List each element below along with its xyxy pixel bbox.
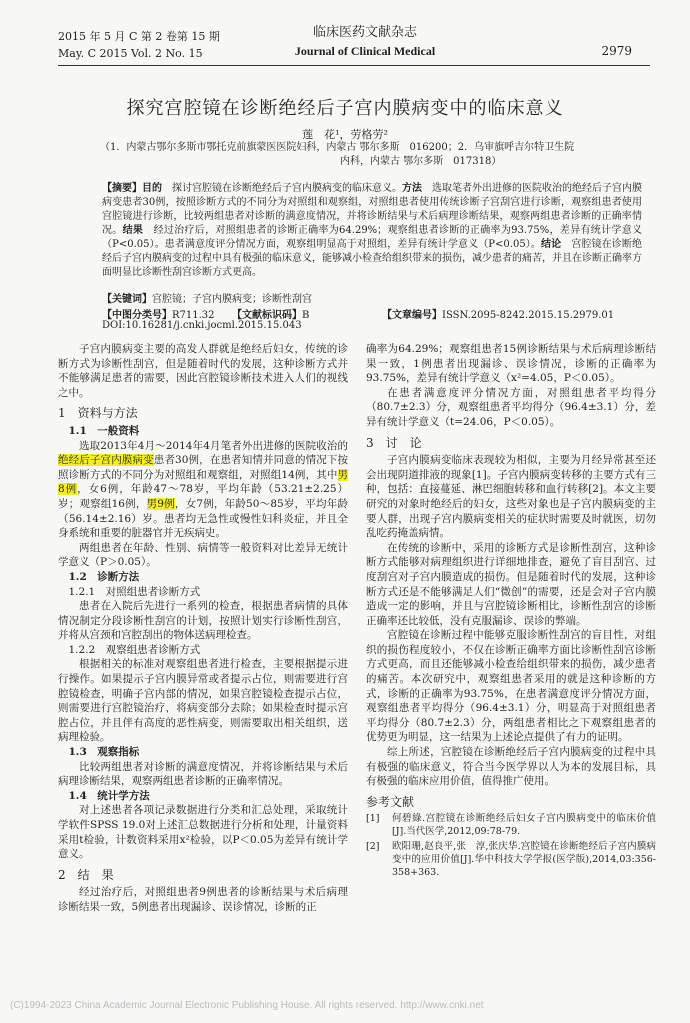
reference-item bbox=[366, 812, 656, 838]
issue-info bbox=[58, 28, 220, 62]
paragraph: 宫腔镜在诊断过程中能够克服诊断性刮宫的盲目性，对组织的损伤程度较小，不仅在诊断正确率方面比诊断性刮宫诊断方式更高，而且还能够减小检查给组织带来的损伤，减少患者的痛苦。本次研究中，观察组患者采用的就是这种诊断的方式，诊断的正确率为93.75%，在患者满意度评分情况方面，观察组患者平均得分（96.4±3.1）分，明显高于对照组患者平均得分（80.7±2.3）分，两组患者相比之下观察组患者的优势更为明显，这一结果为上述论点提供了有力的证明。 bbox=[366, 629, 656, 744]
subsection-heading: 1.3 观察指标 bbox=[68, 746, 140, 759]
journal-name-en: Journal of Clinical Medical bbox=[294, 44, 436, 58]
affiliation-line: 内科，内蒙古 鄂尔多斯 017318） bbox=[340, 156, 502, 167]
section-heading: 2 结 果 bbox=[58, 867, 114, 882]
methods-text: 选取笔者外出进修的医院收治的绝经后子宫内膜病变患者30例，按照诊断方式的不同分为对照组和观察组，对照组患者使用传统诊断子宫刮宫进行诊断，观察组患者使用宫腔镜进行诊断，比较两组患者对诊断的满意度情况，并将诊断结果与术后病理诊断结果，观察两组患者诊断的正确率情况。 bbox=[102, 183, 642, 236]
text-run: 患者30例，在患者知情并同意的情况下按照诊断方式的不同分为对照组和观察组，对照组14例，其中 bbox=[58, 454, 348, 481]
article-id-label: 【文章编号】 bbox=[382, 310, 442, 321]
paragraph: 经过治疗后，对照组患者9例患者的诊断结果与术后病理诊断结果一致，5例患者出现漏诊、误诊情况，诊断的正 bbox=[58, 886, 348, 913]
article-id-value: ISSN.2095-8242.2015.15.2979.01 bbox=[442, 310, 615, 321]
objective-text: 探讨宫腔镜在诊断绝经后子宫内膜病变的临床意义。 bbox=[172, 183, 402, 194]
subsection-heading: 1.2 诊断方法 bbox=[68, 570, 140, 583]
subsection-heading: 1.4 统计学方法 bbox=[68, 789, 150, 802]
paragraph: 对上述患者各项记录数据进行分类和汇总处理，采取统计学软件SPSS 19.0对上述汇总数据进行分析和处理，计量资料采用t检验，计数资料采用x²检验，以P＜0.05为差异有统计学意义。 bbox=[58, 804, 348, 861]
references-heading: 参考文献 bbox=[366, 794, 415, 809]
subsection-heading: 1.1 一般资料 bbox=[68, 424, 140, 437]
paragraph: 子宫内膜病变临床表现较为相似，主要为月经异常甚至还会出现阴道排液的现象[1]。子宫内膜病变转移的主要方式有三种，包括：直接蔓延、淋巴细胞转移和血行转移[2]。本文主要研究的对象时绝经后的妇女，这些对象也是子宫内膜病变的主要人群，出现子宫内膜病变相关的症状时需要及时就医，切勿乱吃药掩盖病情。 bbox=[366, 454, 656, 540]
abstract bbox=[102, 182, 642, 280]
authors: 莲 花¹，劳格劳² bbox=[302, 128, 388, 141]
doi: DOI:10.16281/j.cnki.jocml.2015.15.043 bbox=[102, 320, 302, 331]
section-heading: 1 资料与方法 bbox=[58, 406, 138, 421]
issue-info-cn: 2015 年 5 月 C 第 2 卷第 15 期 bbox=[58, 30, 220, 43]
clc-label: 【中图分类号】 bbox=[102, 310, 172, 321]
reference-text: 欧阳珊,赵良平,张 淳,张庆华.宫腔镜在诊断绝经后子宫内膜病变中的应用价值[J].华中科技大学学报(医学版),2014,03:356-358+363. bbox=[392, 841, 656, 879]
methods-label: 方法 bbox=[402, 183, 422, 194]
affiliation-line: （1．内蒙古鄂尔多斯市鄂托克前旗蒙医医院妇科，内蒙古 鄂尔多斯 016200；2．乌审旗呼吉尔特卫生院 bbox=[100, 142, 575, 153]
header-rule bbox=[58, 65, 650, 66]
code-label: 【文献标识码】 bbox=[232, 310, 302, 321]
text-run: ，女6例，年龄47～78岁，平均年龄（53.21±2.25）岁；观察组16例， bbox=[58, 483, 348, 510]
intro-paragraph: 子宫内膜病变主要的高发人群就是绝经后妇女，传统的诊断方式为诊断性刮宫，但是随着时代的发展，这种诊断方式并不能够满足患者的需要，因此宫腔镜诊断技术进入人们的视线之中。 bbox=[58, 343, 348, 399]
reference-text: 何碧綠.宫腔镜在诊断绝经后妇女子宫内膜病变中的临床价值[J].当代医学,2012,09:78-79. bbox=[392, 813, 656, 838]
objective-label: 目的 bbox=[142, 183, 162, 194]
highlighted-text: 男8例 bbox=[58, 468, 348, 496]
paragraph: 在传统的诊断中，采用的诊断方式是诊断性刮宫，这种诊断方式能够对病理组织进行详细地排查，避免了盲目刮宫、过度刮宫对子宫内膜造成的损伤。但是随着时代的发展，这种诊断方式还是不能够满足人们“微创”的需要，还是会对子宫内膜造成一定的影响，并且与宫腔镜诊断相比，诊断性刮宫的诊断正确率还比较低，没有克服漏诊、误诊的弊端。 bbox=[366, 541, 656, 627]
reference-item bbox=[366, 840, 656, 879]
conclusion-text: 宫腔镜在诊断绝经后子宫内膜病变的过程中具有极强的临床意义，能够减小检查给组织带来的损伤，减少患者的痛苦，并且在诊断正确率方面明显比诊断性刮宫诊断方式更高。 bbox=[102, 239, 642, 278]
article-title: 探究宫腔镜在诊断绝经后子宫内膜病变中的临床意义 bbox=[126, 98, 564, 119]
paragraph: 比较两组患者对诊断的满意度情况，并将诊断结果与术后病理诊断结果，观察两组患者诊断的正确率情况。 bbox=[58, 760, 348, 788]
text-run: ，女7例，年龄50～85岁，平均年龄（56.14±2.16）岁。患者均无急性或慢性妇科炎症，并且全身系统和重要的脏器官并无疾病史。 bbox=[58, 497, 348, 540]
right-column bbox=[366, 342, 656, 881]
conclusion-label: 结论 bbox=[541, 239, 562, 250]
abstract-label: 【摘要】 bbox=[102, 183, 142, 194]
results-label: 结果 bbox=[122, 225, 144, 236]
classification-line bbox=[102, 306, 662, 321]
results-text: 经过治疗后，对照组患者的诊断正确率为64.29%；观察组患者诊断的正确率为93.75%，差异有统计学意义（P<0.05）。患者满意度评分情况方面，观察组明显高于对照组，差异有统计学意义（P<0.05）。 bbox=[102, 225, 643, 250]
reference-number: [1] bbox=[366, 813, 380, 825]
paragraph: 两组患者在年龄、性别、病情等一般资料对比差异无统计学意义（P＞0.05）。 bbox=[58, 541, 348, 569]
reference-list bbox=[366, 812, 656, 879]
text-run: 选取2013年4月～2014年4月笔者外出进修的医院收治的 bbox=[79, 439, 348, 452]
journal-name bbox=[280, 24, 450, 60]
keywords bbox=[102, 290, 642, 305]
section-heading: 3 讨 论 bbox=[366, 435, 422, 450]
issue-info-en: May. C 2015 Vol. 2 No. 15 bbox=[58, 47, 203, 60]
keywords-label: 【关键词】 bbox=[102, 294, 152, 305]
affiliations bbox=[100, 141, 660, 169]
journal-name-cn: 临床医药文献杂志 bbox=[312, 25, 417, 40]
paragraph bbox=[58, 439, 348, 541]
page-number: 2979 bbox=[601, 44, 632, 58]
paragraph: 根据相关的标准对观察组患者进行检查，主要根据提示进行操作。如果提示子宫内膜异常或者提示占位，则需要进行宫腔镜检查，明确子宫内部的情况，如果宫腔镜检查提示占位，则需要进行宫腔镜治疗，将病变部分去除；如果检查时提示宫腔占位，并且伴有高度的恶性病变，则需要取出相关组织，送病理检验。 bbox=[58, 658, 348, 744]
reference-number: [2] bbox=[366, 841, 380, 853]
highlighted-text: 绝经后子宫内膜病变 bbox=[58, 454, 154, 467]
code-value: B bbox=[302, 310, 310, 321]
paragraph: 患者在入院后先进行一系列的检查，根据患者病情的具体情况制定分段诊断性刮宫的计划，按照计划实行诊断性刮宫，并将从宫颈和宫腔刮出的物体送病理检查。 bbox=[58, 600, 348, 642]
paragraph: 确率为64.29%；观察组患者15例诊断结果与术后病理诊断结果一致，1例患者出现漏诊、误诊情况，诊断的正确率为93.75%，差异有统计学意义（x²=4.05，P＜0.05）。 bbox=[366, 343, 656, 385]
paragraph: 在患者满意度评分情况方面，对照组患者平均得分（80.7±2.3）分，观察组患者平均得分（96.4±3.1）分，差异有统计学意义（t=24.06，P＜0.05）。 bbox=[366, 386, 656, 428]
keywords-text: 宫腔镜；子宫内膜病变；诊断性刮宫 bbox=[152, 294, 312, 305]
left-column bbox=[58, 342, 348, 915]
highlighted-text: 男9例 bbox=[146, 497, 175, 510]
subsubsection-heading: 1.2.2 观察组患者诊断方式 bbox=[68, 643, 201, 656]
subsubsection-heading: 1.2.1 对照组患者诊断方式 bbox=[68, 585, 201, 598]
copyright-footer: (C)1994-2023 China Academic Journal Electronic Publishing House. All rights reserved. http://www.cnki.net bbox=[10, 1000, 484, 1011]
paragraph: 综上所述，宫腔镜在诊断绝经后子宫内膜病变的过程中具有极强的临床意义，符合当今医学界以人为本的发展目标，具有极强的临床应用价值，值得推广使用。 bbox=[366, 746, 656, 788]
clc-value: R711.32 bbox=[172, 310, 215, 321]
